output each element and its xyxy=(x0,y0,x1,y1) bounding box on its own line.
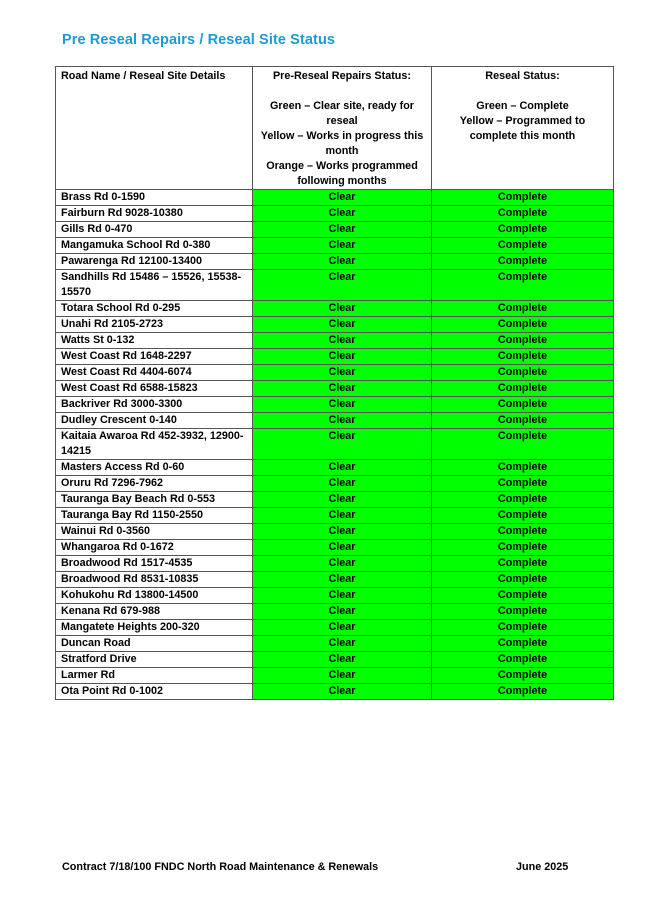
reseal-status-cell: Complete xyxy=(432,556,614,572)
reseal-status-cell: Complete xyxy=(432,349,614,365)
table-row xyxy=(56,588,614,604)
site-cell: Larmer Rd xyxy=(56,668,253,684)
table-row xyxy=(56,349,614,365)
repairs-status-cell: Clear xyxy=(253,508,432,524)
repairs-status-cell: Clear xyxy=(253,540,432,556)
site-cell: Backriver Rd 3000-3300 xyxy=(56,397,253,413)
table-row xyxy=(56,333,614,349)
reseal-header-title: Reseal Status: xyxy=(485,70,560,82)
repairs-legend-green: Green – Clear site, ready for reseal xyxy=(269,100,415,127)
reseal-status-cell: Complete xyxy=(432,238,614,254)
reseal-status-cell: Complete xyxy=(432,524,614,540)
reseal-status-cell: Complete xyxy=(432,254,614,270)
site-cell: Dudley Crescent 0-140 xyxy=(56,413,253,429)
column-header-reseal xyxy=(432,67,614,190)
reseal-legend-yellow: Yellow – Programmed to complete this month xyxy=(459,115,586,142)
repairs-status-cell: Clear xyxy=(253,222,432,238)
reseal-status-cell: Complete xyxy=(432,620,614,636)
site-cell: Oruru Rd 7296-7962 xyxy=(56,476,253,492)
repairs-status-cell: Clear xyxy=(253,349,432,365)
repairs-status-cell: Clear xyxy=(253,317,432,333)
table-row xyxy=(56,684,614,700)
repairs-status-cell: Clear xyxy=(253,270,432,301)
site-cell: Mangamuka School Rd 0-380 xyxy=(56,238,253,254)
reseal-status-cell: Complete xyxy=(432,317,614,333)
table-row xyxy=(56,636,614,652)
reseal-status-cell: Complete xyxy=(432,572,614,588)
reseal-status-cell: Complete xyxy=(432,397,614,413)
site-cell: Brass Rd 0-1590 xyxy=(56,190,253,206)
reseal-status-cell: Complete xyxy=(432,652,614,668)
table-row xyxy=(56,652,614,668)
column-header-repairs xyxy=(253,67,432,190)
table-row xyxy=(56,460,614,476)
repairs-status-cell: Clear xyxy=(253,413,432,429)
site-cell: Pawarenga Rd 12100-13400 xyxy=(56,254,253,270)
reseal-status-cell: Complete xyxy=(432,413,614,429)
repairs-status-cell: Clear xyxy=(253,301,432,317)
site-cell: Watts St 0-132 xyxy=(56,333,253,349)
reseal-status-cell: Complete xyxy=(432,604,614,620)
site-cell: Mangatete Heights 200-320 xyxy=(56,620,253,636)
page-title: Pre Reseal Repairs / Reseal Site Status xyxy=(62,32,336,48)
site-cell: Stratford Drive xyxy=(56,652,253,668)
repairs-status-cell: Clear xyxy=(253,652,432,668)
reseal-status-cell: Complete xyxy=(432,476,614,492)
repairs-status-cell: Clear xyxy=(253,190,432,206)
reseal-status-table xyxy=(55,66,614,700)
reseal-status-cell: Complete xyxy=(432,206,614,222)
repairs-status-cell: Clear xyxy=(253,238,432,254)
site-cell: Masters Access Rd 0-60 xyxy=(56,460,253,476)
site-cell: Broadwood Rd 1517-4535 xyxy=(56,556,253,572)
repairs-status-cell: Clear xyxy=(253,365,432,381)
table-row xyxy=(56,301,614,317)
table-row xyxy=(56,222,614,238)
repairs-status-cell: Clear xyxy=(253,381,432,397)
table-row xyxy=(56,476,614,492)
reseal-status-cell: Complete xyxy=(432,460,614,476)
repairs-status-cell: Clear xyxy=(253,476,432,492)
repairs-status-cell: Clear xyxy=(253,684,432,700)
repairs-legend-orange: Orange – Works programmed following months xyxy=(266,160,418,187)
repairs-status-cell: Clear xyxy=(253,524,432,540)
table-row xyxy=(56,572,614,588)
table-row xyxy=(56,254,614,270)
site-cell: Tauranga Bay Beach Rd 0-553 xyxy=(56,492,253,508)
repairs-status-cell: Clear xyxy=(253,588,432,604)
table-row xyxy=(56,668,614,684)
repairs-status-cell: Clear xyxy=(253,333,432,349)
repairs-status-cell: Clear xyxy=(253,572,432,588)
site-cell: Kenana Rd 679-988 xyxy=(56,604,253,620)
table-row xyxy=(56,540,614,556)
table-row xyxy=(56,620,614,636)
table-header-row xyxy=(56,67,614,190)
footer-contract: Contract 7/18/100 FNDC North Road Maintenance & Renewals xyxy=(62,861,379,873)
table-row xyxy=(56,413,614,429)
repairs-legend-yellow: Yellow – Works in progress this month xyxy=(260,130,424,157)
table-row xyxy=(56,429,614,460)
repairs-status-cell: Clear xyxy=(253,429,432,460)
reseal-status-cell: Complete xyxy=(432,381,614,397)
reseal-status-cell: Complete xyxy=(432,540,614,556)
site-cell: Gills Rd 0-470 xyxy=(56,222,253,238)
reseal-status-cell: Complete xyxy=(432,508,614,524)
site-cell: Unahi Rd 2105-2723 xyxy=(56,317,253,333)
repairs-status-cell: Clear xyxy=(253,492,432,508)
table-row xyxy=(56,317,614,333)
reseal-status-cell: Complete xyxy=(432,365,614,381)
site-cell: Fairburn Rd 9028-10380 xyxy=(56,206,253,222)
table-row xyxy=(56,381,614,397)
repairs-status-cell: Clear xyxy=(253,556,432,572)
repairs-header-title: Pre-Reseal Repairs Status: xyxy=(272,70,412,82)
repairs-status-cell: Clear xyxy=(253,254,432,270)
reseal-status-cell: Complete xyxy=(432,190,614,206)
table-row xyxy=(56,604,614,620)
reseal-status-cell: Complete xyxy=(432,492,614,508)
table-row xyxy=(56,508,614,524)
reseal-status-cell: Complete xyxy=(432,333,614,349)
table-row xyxy=(56,492,614,508)
reseal-status-cell: Complete xyxy=(432,429,614,460)
reseal-status-cell: Complete xyxy=(432,668,614,684)
table-row xyxy=(56,270,614,301)
table-row xyxy=(56,365,614,381)
reseal-status-cell: Complete xyxy=(432,684,614,700)
site-cell: Broadwood Rd 8531-10835 xyxy=(56,572,253,588)
table-row xyxy=(56,206,614,222)
site-cell: Tauranga Bay Rd 1150-2550 xyxy=(56,508,253,524)
repairs-status-cell: Clear xyxy=(253,668,432,684)
site-cell: Duncan Road xyxy=(56,636,253,652)
site-cell: Kaitaia Awaroa Rd 452-3932, 12900-14215 xyxy=(56,429,253,460)
table-row xyxy=(56,238,614,254)
repairs-status-cell: Clear xyxy=(253,397,432,413)
site-cell: Kohukohu Rd 13800-14500 xyxy=(56,588,253,604)
site-cell: Ota Point Rd 0-1002 xyxy=(56,684,253,700)
reseal-status-cell: Complete xyxy=(432,588,614,604)
site-cell: West Coast Rd 4404-6074 xyxy=(56,365,253,381)
site-cell: Sandhills Rd 15486 – 15526, 15538-15570 xyxy=(56,270,253,301)
column-header-site: Road Name / Reseal Site Details xyxy=(56,67,253,190)
site-cell: Totara School Rd 0-295 xyxy=(56,301,253,317)
table-row xyxy=(56,397,614,413)
table-row xyxy=(56,556,614,572)
repairs-status-cell: Clear xyxy=(253,206,432,222)
repairs-status-cell: Clear xyxy=(253,460,432,476)
site-cell: Wainui Rd 0-3560 xyxy=(56,524,253,540)
repairs-status-cell: Clear xyxy=(253,604,432,620)
repairs-status-cell: Clear xyxy=(253,620,432,636)
table-row xyxy=(56,190,614,206)
site-cell: Whangaroa Rd 0-1672 xyxy=(56,540,253,556)
reseal-status-cell: Complete xyxy=(432,270,614,301)
reseal-status-cell: Complete xyxy=(432,636,614,652)
site-cell: West Coast Rd 1648-2297 xyxy=(56,349,253,365)
reseal-status-cell: Complete xyxy=(432,301,614,317)
reseal-legend-green: Green – Complete xyxy=(476,100,569,112)
reseal-status-cell: Complete xyxy=(432,222,614,238)
site-cell: West Coast Rd 6588-15823 xyxy=(56,381,253,397)
table-row xyxy=(56,524,614,540)
footer-date: June 2025 xyxy=(516,861,569,873)
repairs-status-cell: Clear xyxy=(253,636,432,652)
